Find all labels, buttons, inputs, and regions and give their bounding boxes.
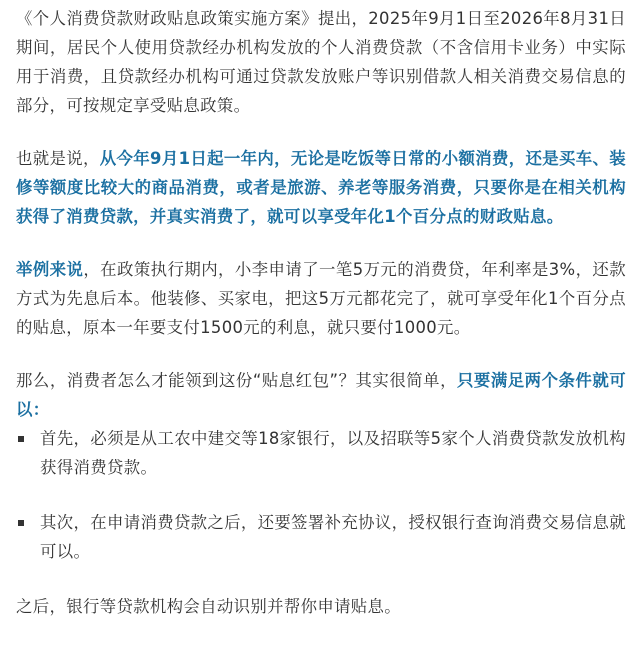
conditions-intro-highlight: 只要满足两个条件就可以：: [16, 371, 627, 419]
list-item: [16, 508, 626, 566]
example-text: ，在政策执行期内，小李申请了一笔5万元的消费贷，年利率是3%，还款方式为先息后本。他装修、买家电，把这5万元都花完了，就可享受年化1个百分点的贴息，原本一年要支付1500元的利息，就只要付1000元。: [16, 260, 626, 337]
square-bullet-icon: [18, 520, 24, 526]
paragraph-conclusion: [16, 592, 626, 621]
paragraph-explanation: [16, 144, 626, 231]
example-highlight: 举例来说: [16, 260, 84, 279]
square-bullet-icon: [18, 436, 24, 442]
paragraph-example: [16, 255, 626, 342]
list-item: [16, 424, 626, 482]
paragraph-policy-intro: [16, 4, 626, 120]
conclusion-text: 之后，银行等贷款机构会自动识别并帮你申请贴息。: [16, 597, 402, 616]
conditions-intro-text: 那么，消费者怎么才能领到这份“贴息红包”？其实很简单，: [16, 371, 457, 390]
paragraph-conditions-intro: [16, 366, 626, 424]
condition-text: 其次，在申请消费贷款之后，还要签署补充协议，授权银行查询消费交易信息就可以。: [40, 513, 626, 561]
explanation-lead: 也就是说，: [16, 149, 100, 168]
explanation-highlight: 从今年9月1日起一年内，无论是吃饭等日常的小额消费，还是买车、装修等额度比较大的商品消费，或者是旅游、养老等服务消费，只要你是在相关机构获得了消费贷款，并真实消费了，就可以享受年化1个百分点的财政贴息。: [16, 149, 626, 226]
conditions-list: [16, 424, 626, 566]
condition-text: 首先，必须是从工农中建交等18家银行，以及招联等5家个人消费贷款发放机构获得消费贷款。: [40, 429, 626, 477]
policy-intro-text: 《个人消费贷款财政贴息政策实施方案》提出，2025年9月1日至2026年8月31日期间，居民个人使用贷款经办机构发放的个人消费贷款（不含信用卡业务）中实际用于消费，且贷款经办机构可通过贷款发放账户等识别借款人相关消费交易信息的部分，可按规定享受贴息政策。: [16, 9, 626, 115]
